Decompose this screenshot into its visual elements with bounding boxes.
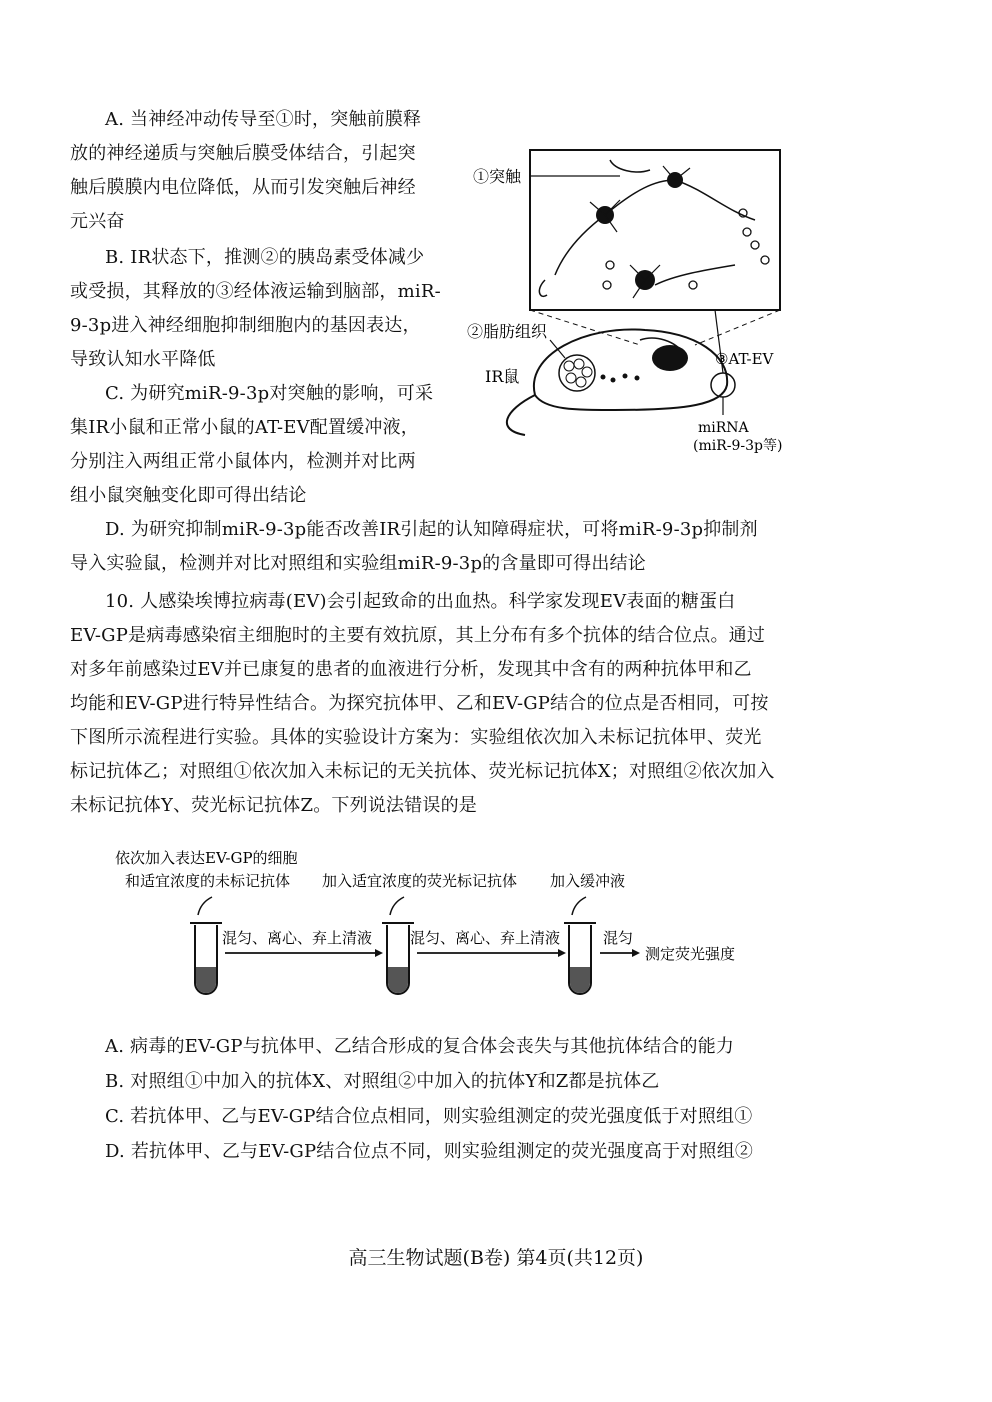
label-mirna: miRNA bbox=[698, 420, 749, 436]
step1-line2: 和适宜浓度的未标记抗体 bbox=[125, 872, 291, 890]
q10-stem-line6: 标记抗体乙；对照组①依次加入未标记的无关抗体、荧光标记抗体X；对照组②依次加入 bbox=[70, 761, 775, 782]
q10-option-d: D. 若抗体甲、乙与EV-GP结合位点不同，则实验组测定的荧光强度高于对照组② bbox=[105, 1141, 754, 1162]
label-at-ev: ③AT-EV bbox=[715, 350, 774, 368]
q9-option-a-line2: 放的神经递质与突触后膜受体结合，引起突 bbox=[70, 143, 416, 164]
q9-option-b-line3: 9-3p进入神经细胞抑制细胞内的基因表达， bbox=[70, 315, 421, 336]
q10-stem-line7: 未标记抗体Y、荧光标记抗体Z。下列说法错误的是 bbox=[70, 795, 477, 816]
q9-option-b-line1: B. IR状态下，推测②的胰岛素受体减少 bbox=[105, 247, 425, 268]
experiment-flow-diagram bbox=[110, 845, 770, 1015]
q10-stem-line4: 均能和EV-GP进行特异性结合。为探究抗体甲、乙和EV-GP结合的位点是否相同，可按 bbox=[70, 693, 769, 714]
q9-option-a-line4: 元兴奋 bbox=[70, 211, 125, 232]
q10-stem-line5: 下图所示流程进行实验。具体的实验设计方案为：实验组依次加入未标记抗体甲、荧光 bbox=[70, 727, 762, 748]
label-synapse: ①突触 bbox=[473, 167, 522, 186]
q10-flow-figure bbox=[110, 845, 770, 1015]
step2-label: 加入适宜浓度的荧光标记抗体 bbox=[322, 872, 518, 890]
q10-option-b: B. 对照组①中加入的抗体X、对照组②中加入的抗体Y和Z都是抗体乙 bbox=[105, 1071, 660, 1092]
q9-option-d-line1: D. 为研究抑制miR-9-3p能否改善IR引起的认知障碍症状，可将miR-9-3p抑制剂 bbox=[105, 519, 758, 540]
arrow1-label: 混匀、离心、弃上清液 bbox=[222, 929, 373, 947]
q9-option-c-line4: 组小鼠突触变化即可得出结论 bbox=[70, 485, 307, 506]
q9-figure bbox=[465, 140, 805, 460]
step1-line1: 依次加入表达EV-GP的细胞 bbox=[115, 849, 298, 867]
label-ir-mouse: IR鼠 bbox=[485, 367, 520, 386]
q9-option-c-line2: 集IR小鼠和正常小鼠的AT-EV配置缓冲液， bbox=[70, 417, 419, 438]
q10-stem-line1: 10. 人感染埃博拉病毒(EV)会引起致命的出血热。科学家发现EV表面的糖蛋白 bbox=[105, 591, 736, 612]
label-fat-tissue: ②脂肪组织 bbox=[467, 322, 548, 341]
arrow2-label: 混匀、离心、弃上清液 bbox=[410, 929, 561, 947]
q10-stem-line3: 对多年前感染过EV并已康复的患者的血液进行分析，发现其中含有的两种抗体甲和乙 bbox=[70, 659, 752, 680]
q10-option-a: A. 病毒的EV-GP与抗体甲、乙结合形成的复合体会丧失与其他抗体结合的能力 bbox=[105, 1036, 735, 1057]
q9-option-a-line3: 触后膜膜内电位降低，从而引发突触后神经 bbox=[70, 177, 416, 198]
q9-option-c-line1: C. 为研究miR-9-3p对突触的影响，可采 bbox=[105, 383, 434, 404]
label-mir-9-3p: (miR-9-3p等) bbox=[693, 438, 783, 454]
q9-option-c-line3: 分别注入两组正常小鼠体内，检测并对比两 bbox=[70, 451, 416, 472]
q9-option-b-line4: 导致认知水平降低 bbox=[70, 349, 216, 370]
synapse-mouse-diagram bbox=[465, 140, 805, 460]
step3-label: 加入缓冲液 bbox=[550, 872, 626, 890]
q9-option-d-line2: 导入实验鼠，检测并对比对照组和实验组miR-9-3p的含量即可得出结论 bbox=[70, 553, 646, 574]
arrow3-label: 混匀 bbox=[603, 929, 634, 947]
q9-option-b-line2: 或受损，其释放的③经体液运输到脑部，miR- bbox=[70, 281, 441, 302]
page-footer: 高三生物试题(B卷) 第4页(共12页) bbox=[348, 1247, 644, 1269]
result-label: 测定荧光强度 bbox=[645, 945, 736, 963]
q9-option-a-line1: A. 当神经冲动传导至①时，突触前膜释 bbox=[105, 109, 422, 130]
q10-stem-line2: EV-GP是病毒感染宿主细胞时的主要有效抗原，其上分布有多个抗体的结合位点。通过 bbox=[70, 625, 766, 646]
q10-option-c: C. 若抗体甲、乙与EV-GP结合位点相同，则实验组测定的荧光强度低于对照组① bbox=[105, 1106, 753, 1127]
